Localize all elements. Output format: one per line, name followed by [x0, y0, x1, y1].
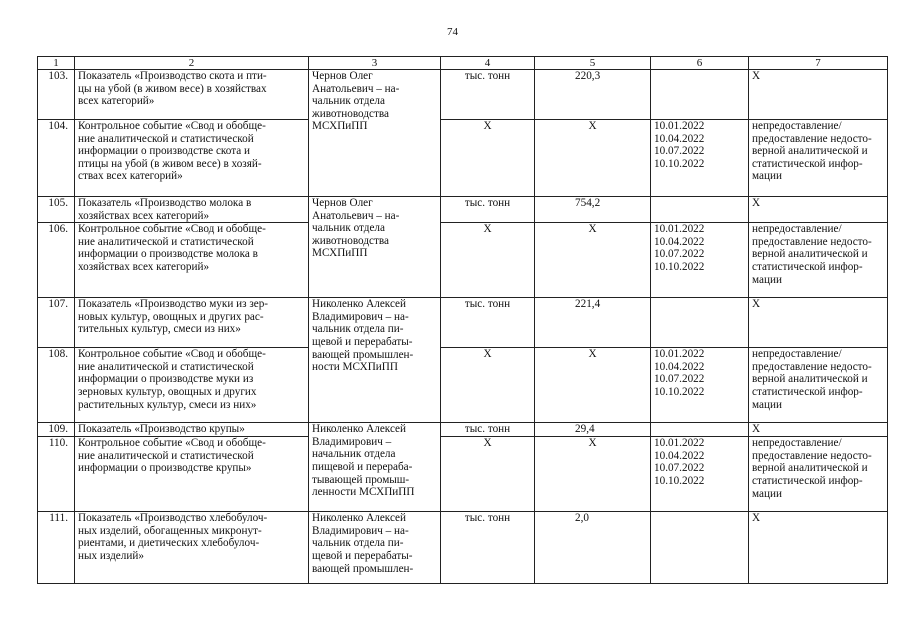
row-value: 221,4: [535, 298, 651, 348]
row-note-line: предоставление недосто-: [752, 449, 872, 462]
row-description: [75, 512, 309, 584]
row-description-line: ние аналитической и статистической: [78, 449, 254, 462]
row-dates-line: 10.01.2022: [654, 120, 705, 132]
row-value: 220,3: [535, 70, 651, 120]
row-note-line: предоставление недосто-: [752, 132, 872, 145]
column-header: 3: [309, 57, 441, 70]
responsible-person-line: Анатольевич – на-: [312, 209, 400, 222]
responsible-person: [309, 298, 441, 423]
responsible-person-line: вающей промышлен-: [312, 348, 414, 361]
table-row: [38, 512, 888, 584]
responsible-person-line: Владимирович – на-: [312, 310, 409, 323]
row-note-line: верной аналитической и: [752, 462, 868, 475]
row-description-line: птицы на убой (в живом весе) в хозяй-: [78, 157, 262, 170]
responsible-person-line: ленности МСХПиПП: [312, 486, 415, 499]
row-description-line: Показатель «Производство молока в: [78, 197, 252, 209]
row-dates-line: 10.01.2022: [654, 223, 705, 236]
row-dates-line: 10.04.2022: [654, 132, 705, 145]
row-dates: [651, 197, 749, 223]
row-description-line: зерновых культур, овощных и других: [78, 385, 257, 398]
row-note-line: статистической инфор-: [752, 385, 863, 398]
row-note-line: мации: [752, 273, 782, 286]
row-description-line: информации о производстве крупы»: [78, 462, 252, 475]
responsible-person-line: Николенко Алексей: [312, 423, 407, 436]
row-unit: тыс. тонн: [441, 70, 535, 120]
row-description-line: Показатель «Производство крупы»: [78, 423, 245, 436]
responsible-person-line: МСХПиПП: [312, 247, 368, 260]
row-dates-line: 10.07.2022: [654, 145, 705, 158]
row-description: [75, 423, 309, 437]
responsible-person-line: щевой и перерабаты-: [312, 335, 413, 348]
row-unit: тыс. тонн: [441, 298, 535, 348]
row-description: [75, 223, 309, 298]
row-note-line: X: [752, 70, 761, 82]
row-description-line: хозяйствах всех категорий»: [78, 209, 210, 222]
row-description: [75, 298, 309, 348]
responsible-person-line: начальник отдела: [312, 448, 396, 461]
row-note: [749, 70, 888, 120]
row-number: 109.: [38, 423, 75, 437]
row-description-line: Контрольное событие «Свод и обобще-: [78, 348, 266, 361]
row-note-line: верной аналитической и: [752, 248, 868, 261]
row-description-line: Показатель «Производство хлебобулоч-: [78, 512, 268, 525]
row-dates-line: 10.04.2022: [654, 449, 705, 462]
row-dates: [651, 223, 749, 298]
row-number: 104.: [38, 120, 75, 197]
responsible-person-line: вающей промышлен-: [312, 562, 414, 575]
row-dates-line: 10.07.2022: [654, 462, 705, 475]
row-description-line: ных изделий»: [78, 549, 144, 562]
row-description-line: информации о производстве молока в: [78, 248, 258, 261]
row-dates: [651, 298, 749, 348]
column-header: 2: [75, 57, 309, 70]
row-description-line: риентами, и диетических хлебобулоч-: [78, 537, 260, 550]
row-note-line: статистической инфор-: [752, 474, 863, 487]
responsible-person-line: чальник отдела: [312, 95, 385, 108]
table-row: [38, 120, 888, 197]
responsible-person: [309, 423, 441, 512]
row-description: [75, 120, 309, 197]
row-unit: тыс. тонн: [441, 423, 535, 437]
row-dates-line: 10.10.2022: [654, 157, 705, 170]
row-description-line: цы на убой (в живом весе) в хозяйствах: [78, 82, 267, 95]
row-value: 754,2: [535, 197, 651, 223]
responsible-person-line: Владимирович – на-: [312, 524, 409, 537]
responsible-person-line: тывающей промыш-: [312, 473, 410, 486]
row-description: [75, 197, 309, 223]
row-note-line: статистической инфор-: [752, 157, 863, 170]
row-description-line: растительных культур, смеси из них»: [78, 398, 257, 411]
row-description-line: тительных культур, смеси из них»: [78, 323, 241, 336]
row-note-line: X: [752, 298, 761, 311]
row-dates-line: 10.01.2022: [654, 348, 705, 361]
row-note-line: непредоставление/: [752, 437, 842, 450]
row-value: X: [535, 437, 651, 512]
table-row: [38, 348, 888, 423]
row-note-line: верной аналитической и: [752, 373, 868, 386]
row-unit: тыс. тонн: [441, 512, 535, 584]
responsible-person-line: Николенко Алексей: [312, 298, 407, 311]
row-dates-line: 10.10.2022: [654, 474, 705, 487]
row-number: 106.: [38, 223, 75, 298]
responsible-person: [309, 70, 441, 197]
row-description-line: новых культур, овощных и других рас-: [78, 310, 264, 323]
table-row: [38, 70, 888, 120]
row-number: 103.: [38, 70, 75, 120]
row-unit: X: [441, 437, 535, 512]
row-dates-line: 10.01.2022: [654, 437, 705, 450]
row-note: [749, 437, 888, 512]
row-note: [749, 298, 888, 348]
row-value: X: [535, 348, 651, 423]
row-unit: X: [441, 120, 535, 197]
responsible-person-line: пищевой и перераба-: [312, 460, 413, 473]
responsible-person-line: Анатольевич – на-: [312, 82, 400, 95]
row-description-line: ствах всех категорий»: [78, 170, 183, 183]
row-note-line: мации: [752, 398, 782, 411]
row-note: [749, 512, 888, 584]
table-row: [38, 298, 888, 348]
responsible-person-line: Чернов Олег: [312, 197, 373, 209]
row-note: [749, 423, 888, 437]
row-description-line: ние аналитической и статистической: [78, 132, 254, 145]
column-header: 7: [749, 57, 888, 70]
row-note: [749, 120, 888, 197]
row-unit: тыс. тонн: [441, 197, 535, 223]
responsible-person-line: Владимирович –: [312, 435, 392, 448]
row-dates-line: 10.07.2022: [654, 248, 705, 261]
row-description-line: ние аналитической и статистической: [78, 360, 254, 373]
row-note-line: X: [752, 512, 761, 525]
row-description-line: информации о производстве скота и: [78, 145, 250, 158]
row-dates: [651, 437, 749, 512]
row-note-line: непредоставление/: [752, 348, 842, 361]
row-note: [749, 348, 888, 423]
row-dates: [651, 70, 749, 120]
row-description-line: Показатель «Производство скота и пти-: [78, 70, 267, 82]
row-note-line: предоставление недосто-: [752, 235, 872, 248]
row-description-line: ных изделий, обогащенных микронут-: [78, 524, 262, 537]
row-note-line: статистической инфор-: [752, 260, 863, 273]
row-note-line: непредоставление/: [752, 223, 842, 236]
column-header: 1: [38, 57, 75, 70]
row-dates-line: 10.04.2022: [654, 235, 705, 248]
table-row: [38, 437, 888, 512]
row-number: 111.: [38, 512, 75, 584]
row-description-line: ние аналитической и статистической: [78, 235, 254, 248]
row-dates: [651, 120, 749, 197]
row-dates: [651, 512, 749, 584]
table-row: [38, 423, 888, 437]
row-number: 108.: [38, 348, 75, 423]
row-note: [749, 197, 888, 223]
row-number: 107.: [38, 298, 75, 348]
row-dates-line: 10.07.2022: [654, 373, 705, 386]
row-description-line: Контрольное событие «Свод и обобще-: [78, 437, 266, 450]
column-header: 5: [535, 57, 651, 70]
row-note: [749, 223, 888, 298]
document-table: [37, 56, 888, 584]
responsible-person: [309, 197, 441, 298]
row-unit: X: [441, 348, 535, 423]
row-note-line: мации: [752, 487, 782, 500]
row-dates-line: 10.10.2022: [654, 260, 705, 273]
row-description-line: информации о производстве муки из: [78, 373, 254, 386]
table-header-row: [38, 57, 888, 70]
table-row: [38, 223, 888, 298]
responsible-person-line: ности МСХПиПП: [312, 361, 398, 374]
row-value: 29,4: [535, 423, 651, 437]
row-note-line: непредоставление/: [752, 120, 842, 132]
row-description-line: Показатель «Производство муки из зер-: [78, 298, 269, 311]
row-dates: [651, 423, 749, 437]
row-value: X: [535, 223, 651, 298]
row-note-line: предоставление недосто-: [752, 360, 872, 373]
row-description-line: хозяйствах всех категорий»: [78, 260, 210, 273]
row-value: X: [535, 120, 651, 197]
row-number: 110.: [38, 437, 75, 512]
page-number: 74: [447, 26, 458, 38]
row-unit: X: [441, 223, 535, 298]
table-row: [38, 197, 888, 223]
row-description: [75, 70, 309, 120]
responsible-person: [309, 512, 441, 584]
responsible-person-line: чальник отдела: [312, 222, 385, 235]
responsible-person-line: Николенко Алексей: [312, 512, 407, 525]
responsible-person-line: животноводства: [312, 107, 389, 120]
responsible-person-line: Чернов Олег: [312, 70, 373, 82]
row-note-line: мации: [752, 170, 782, 183]
row-description-line: всех категорий»: [78, 95, 155, 108]
row-value: 2,0: [535, 512, 651, 584]
row-number: 105.: [38, 197, 75, 223]
row-description: [75, 437, 309, 512]
column-header: 4: [441, 57, 535, 70]
row-dates: [651, 348, 749, 423]
responsible-person-line: чальник отдела пи-: [312, 537, 404, 550]
responsible-person-line: щевой и перерабаты-: [312, 549, 413, 562]
row-note-line: верной аналитической и: [752, 145, 868, 158]
row-description-line: Контрольное событие «Свод и обобще-: [78, 223, 266, 236]
row-note-line: X: [752, 423, 761, 436]
row-note-line: X: [752, 197, 761, 209]
row-dates-line: 10.04.2022: [654, 360, 705, 373]
row-description: [75, 348, 309, 423]
column-header: 6: [651, 57, 749, 70]
responsible-person-line: МСХПиПП: [312, 120, 368, 133]
row-dates-line: 10.10.2022: [654, 385, 705, 398]
row-description-line: Контрольное событие «Свод и обобще-: [78, 120, 266, 132]
responsible-person-line: животноводства: [312, 234, 389, 247]
responsible-person-line: чальник отдела пи-: [312, 323, 404, 336]
